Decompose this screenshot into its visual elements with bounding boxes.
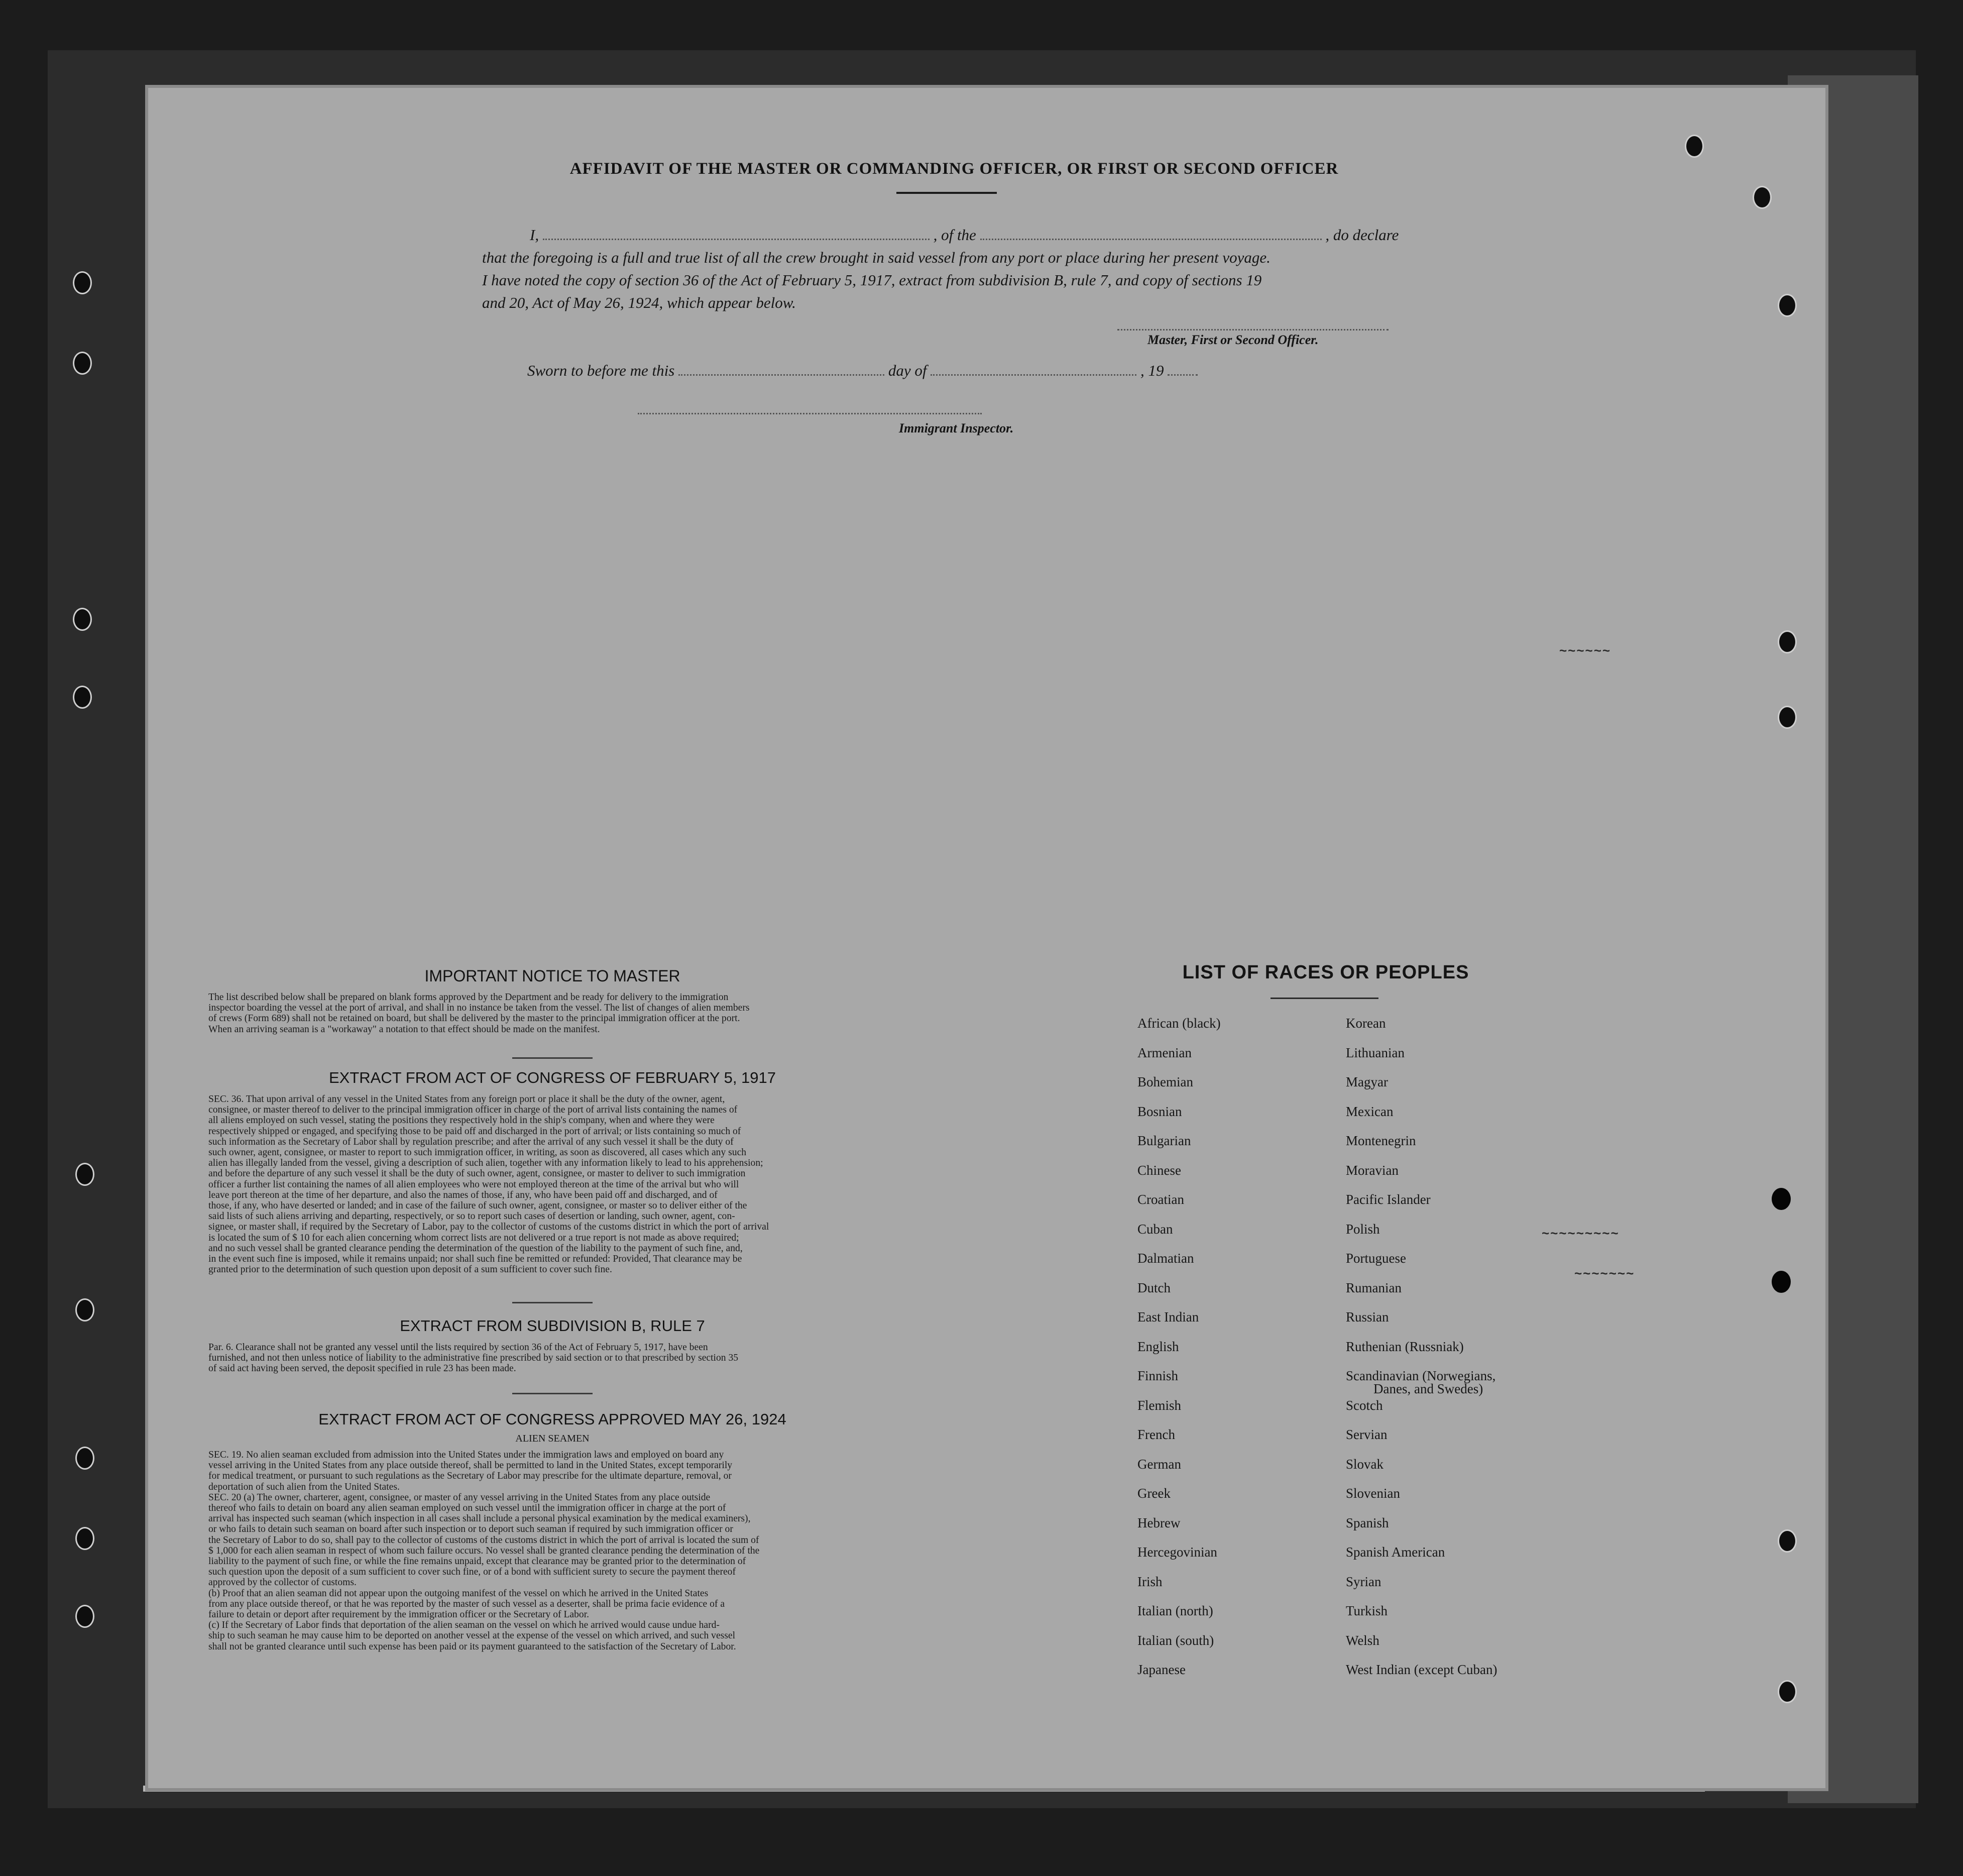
race-item: Danes, and Swedes) [1373,1381,1483,1396]
text-line: of said act having been served, the deposit specified in rule 23 has been made. [208,1363,516,1374]
text-line: for medical treatment, or pursuant to such regulations as the Secretary of Labor may prescribe for the ultimate departure, removal, or [208,1471,732,1482]
race-item: African (black) [1137,1016,1221,1031]
punch-hole [1753,186,1772,209]
text-line: is located the sum of $ 10 for each alien concerning whom correct lists are not delivered or a true report is not made as above required; [208,1232,739,1243]
punch-hole [73,686,92,709]
text-line: consignee, or master thereof to deliver to the principal immigration officer in charge of the port of arrival lists containing the names of [208,1105,738,1116]
punch-hole [73,352,92,375]
extract-1917-title: EXTRACT FROM ACT OF CONGRESS OF FEBRUARY 5, 1917 [328,1069,776,1086]
punch-hole [1778,294,1797,317]
race-item: Pacific Islander [1346,1192,1431,1207]
text-line: in the event such fine is imposed, while it remains unpaid; nor shall such fine be remitted or refunded: Provided, That clearance may be [208,1254,742,1265]
text-line: alien has illegally landed from the vessel, giving a description of such alien, together with any information likely to lead to his apprehension; [208,1158,763,1169]
race-item: Croatian [1137,1192,1184,1207]
text-line: ship to such seaman he may cause him to be deported on another vessel at the expense of the vessel on which arrived, and such vessel [208,1630,736,1641]
text-line: leave port thereon at the time of her departure, and also the names of those, if any, who have been paid off and discharged, and of [208,1189,718,1200]
affidavit-line-4: and 20, Act of May 26, 1924, which appear below. [482,294,796,311]
name-field[interactable] [543,228,930,240]
race-item: German [1137,1457,1181,1472]
text-line: said lists of such aliens arriving and departing, respectively, or so to report such cases of desertion or landing, such owner, agent, con- [208,1211,735,1222]
text-line: (b) Proof that an alien seaman did not appear upon the outgoing manifest of the vessel on which he arrived in the United States [208,1588,709,1599]
text-line: SEC. 19. No alien seaman excluded from admission into the United States under the immigration laws and employed on board any [208,1450,724,1460]
text-line: all aliens employed on such vessel, stating the positions they respectively hold in the ship's company, when and where they were [208,1115,715,1126]
race-item: Japanese [1137,1662,1186,1677]
affidavit-line-1 [530,226,1399,244]
punch-hole [1772,1271,1791,1293]
text-line: officer a further list containing the names of all alien employees who were not employed thereon at the time of the arrival but who will [208,1179,739,1190]
race-item: East Indian [1137,1309,1199,1325]
punch-hole [1778,630,1797,653]
race-item: Hercegovinian [1137,1544,1217,1560]
punch-hole [1778,1680,1797,1703]
punch-hole [1685,135,1704,158]
race-item: Ruthenian (Russniak) [1346,1339,1464,1354]
race-item: Slovenian [1346,1486,1400,1501]
text-line: signee, or master shall, if required by the Secretary of Labor, pay to the collector of customs of the customs district in which the port of arrival [208,1222,769,1233]
text-line: respectively shipped or engaged, and specifying those to be paid off and discharged in the port of arrival; or lists containing so much of [208,1126,741,1137]
text-line: or who fails to detain such seaman on board after such inspection or to deport such seaman if required by such immigration officer or [208,1524,733,1535]
bleed-through-mark: ~~~~~~ [1559,643,1611,658]
punch-hole [1778,1529,1797,1553]
text-line: failure to detain or deport after requirement by the immigration officer or the Secretary of Labor. [208,1609,590,1620]
rule-7-body [208,1342,896,1374]
day-of-label: day of [888,362,927,379]
race-item: Scandinavian (Norwegians, [1346,1368,1496,1383]
section-divider [512,1302,593,1303]
punch-hole [73,271,92,294]
races-title: LIST OF RACES OR PEOPLES [1182,962,1469,983]
text-line: and no such vessel shall be granted clearance pending the determination of the question of the liability to the payment of such fine, and, [208,1243,743,1254]
extract-1924-body [208,1450,896,1652]
race-item: Polish [1346,1222,1380,1237]
text-line: Par. 6. Clearance shall not be granted any vessel until the lists required by section 36 of the Act of February 5, 1917, have been [208,1342,708,1353]
race-item: Dalmatian [1137,1251,1194,1266]
punch-hole [75,1605,94,1628]
rule-7-title: EXTRACT FROM SUBDIVISION B, RULE 7 [400,1317,705,1335]
race-item: Italian (south) [1137,1633,1214,1648]
punch-hole [1778,706,1797,729]
inspector-signature-line[interactable] [638,413,982,414]
text-line: approved by the collector of customs. [208,1577,357,1588]
race-item: Finnish [1137,1368,1179,1383]
punch-hole [75,1447,94,1470]
text-line: from any place outside thereof, or that he was reported by the master of such vessel as a deserter, shall be prima facie evidence of a [208,1598,725,1609]
race-item: Spanish [1346,1515,1389,1530]
race-item: Bulgarian [1137,1133,1191,1148]
affidavit-i: I, [530,226,539,244]
race-item: French [1137,1427,1175,1442]
race-item: Spanish American [1346,1544,1445,1560]
sworn-line [527,362,1198,380]
race-item: Lithuanian [1346,1045,1405,1060]
race-item: Scotch [1346,1398,1383,1413]
race-item: Bosnian [1137,1104,1182,1119]
affidavit-do-declare: , do declare [1325,226,1399,244]
bleed-through-mark: ~~~~~~~ [1574,1266,1635,1281]
sworn-month-field[interactable] [931,363,1136,376]
race-item: English [1137,1339,1179,1354]
affidavit-title: AFFIDAVIT OF THE MASTER OR COMMANDING OFFICER, OR FIRST OR SECOND OFFICER [569,160,1339,178]
race-item: Mexican [1346,1104,1394,1119]
race-item: Montenegrin [1346,1133,1416,1148]
text-line: SEC. 20 (a) The owner, charterer, agent, consignee, or master of any vessel arriving in the United States from any place outside [208,1492,711,1503]
inspector-label: Immigrant Inspector. [899,421,1014,435]
punch-hole [73,608,92,631]
text-line: those, if any, who have deserted or landed; and in case of the failure of such owner, agent, consignee, or master so to deliver either of the [208,1200,747,1211]
race-item: Italian (north) [1137,1603,1213,1618]
race-item: Dutch [1137,1280,1171,1295]
title-rule [896,192,997,194]
text-line: inspector boarding the vessel at the port of arrival, and shall in no instance be taken from the vessel. The list of changes of alien members [208,1003,750,1014]
text-line: granted prior to the determination of such question upon deposit of a sum sufficient to cover such fine. [208,1264,612,1275]
race-item: Greek [1137,1486,1171,1501]
text-line: such information as the Secretary of Labor shall by regulation prescribe; and after the arrival of any such vessel it shall be the duty of [208,1136,734,1147]
bleed-through-mark: ~~~~~~~~~ [1542,1226,1620,1241]
race-item: Bohemian [1137,1074,1193,1089]
text-line: The list described below shall be prepared on blank forms approved by the Department and be ready for delivery to the immigration [208,992,729,1003]
race-item: Chinese [1137,1163,1181,1178]
alien-seamen-subtitle: ALIEN SEAMEN [515,1433,590,1444]
race-item: Syrian [1346,1574,1381,1589]
text-line: thereof who fails to detain on board any alien seaman employed on such vessel until the immigration officer in charge at the port of [208,1503,726,1514]
text-line: shall not be granted clearance until such expense has been paid or its payment guaranteed to the satisfaction of the Secretary of Labor. [208,1641,736,1652]
race-item: Irish [1137,1574,1163,1589]
extract-1924-title: EXTRACT FROM ACT OF CONGRESS APPROVED MAY 26, 1924 [318,1410,786,1428]
race-item: Turkish [1346,1603,1388,1618]
race-item: Russian [1346,1309,1389,1325]
affidavit-line-3: I have noted the copy of section 36 of the Act of February 5, 1917, extract from subdivision B, rule 7, and copy of sections 19 [482,271,1262,289]
section-divider [512,1393,593,1394]
text-line: vessel arriving in the United States from any place outside thereof, shall be permitted to land in the United States, except temporarily [208,1460,733,1471]
punch-hole [75,1163,94,1186]
race-item: Servian [1346,1427,1388,1442]
text-line: When an arriving seaman is a "workaway" a notation to that effect should be made on the manifest. [208,1024,600,1035]
race-item: Moravian [1346,1163,1399,1178]
notice-title: IMPORTANT NOTICE TO MASTER [424,967,680,985]
text-line: arrival has inspected such seaman (which inspection in all cases shall include a personal physical examination by the medical examiners), [208,1513,751,1524]
affidavit-of-the: , of the [933,226,976,244]
race-item: Hebrew [1137,1515,1181,1530]
text-line: of crews (Form 689) shall not be retained on board, but shall be delivered by the master to the principal immigration officer at the port. [208,1013,740,1024]
text-line: such question upon the deposit of a sum sufficient to cover such fine, or of a bond with sufficient surety to secure the payment thereof [208,1567,736,1578]
text-line: (c) If the Secretary of Labor finds that deportation of the alien seaman on the vessel on which he arrived would cause undue hard- [208,1620,720,1631]
punch-hole [75,1527,94,1550]
text-line: the Secretary of Labor to do so, shall pay to the collector of customs of the customs district in which the port of arrival is located the sum of [208,1534,759,1546]
affidavit-line-2: that the foregoing is a full and true list of all the crew brought in said vessel from any port or place during her present voyage. [482,249,1271,266]
race-item: Welsh [1346,1633,1379,1648]
master-label: Master, First or Second Officer. [1147,333,1319,347]
sworn-label: Sworn to before me this [527,362,675,379]
race-item: Magyar [1346,1074,1388,1089]
race-item: Flemish [1137,1398,1182,1413]
punch-hole [75,1298,94,1321]
race-item: Armenian [1137,1045,1192,1060]
race-item: West Indian (except Cuban) [1346,1662,1497,1677]
race-item: Slovak [1346,1457,1384,1472]
sworn-year-field[interactable] [1168,363,1198,376]
race-item: Cuban [1137,1222,1173,1237]
sworn-day-field[interactable] [678,363,884,376]
text-line: such owner, agent, consignee, or master to report to such immigration officer, in writing, as soon as discovered, all cases which any such [208,1147,747,1158]
races-title-rule [1271,998,1378,999]
section-divider [512,1057,593,1059]
notice-body [208,992,896,1035]
text-line: and before the departure of any such vessel it shall be the duty of such owner, agent, consignee, or master to deliver to such immigration [208,1168,746,1179]
master-signature-line[interactable] [1117,329,1389,330]
text-line: furnished, and not then unless notice of liability to the administrative fine prescribed by said section or to that prescribed by section 35 [208,1353,739,1364]
race-item: Korean [1346,1016,1386,1031]
year-label: , 19 [1140,362,1164,379]
punch-hole [1772,1188,1791,1210]
race-item: Portuguese [1346,1251,1406,1266]
race-item: Rumanian [1346,1280,1402,1295]
text-line: liability to the payment of such fine, or while the fine remains unpaid, except that clearance may be granted prior to the determination of [208,1556,746,1567]
text-line: $ 1,000 for each alien seaman in respect of whom such failure occurs. No vessel shall be granted clearance pending the determination of the [208,1545,760,1556]
text-line: deportation of such alien from the United States. [208,1481,400,1492]
extract-1917-body [208,1094,896,1275]
vessel-field[interactable] [980,228,1322,240]
text-line: SEC. 36. That upon arrival of any vessel in the United States from any foreign port or place it shall be the duty of the owner, agent, [208,1094,725,1105]
